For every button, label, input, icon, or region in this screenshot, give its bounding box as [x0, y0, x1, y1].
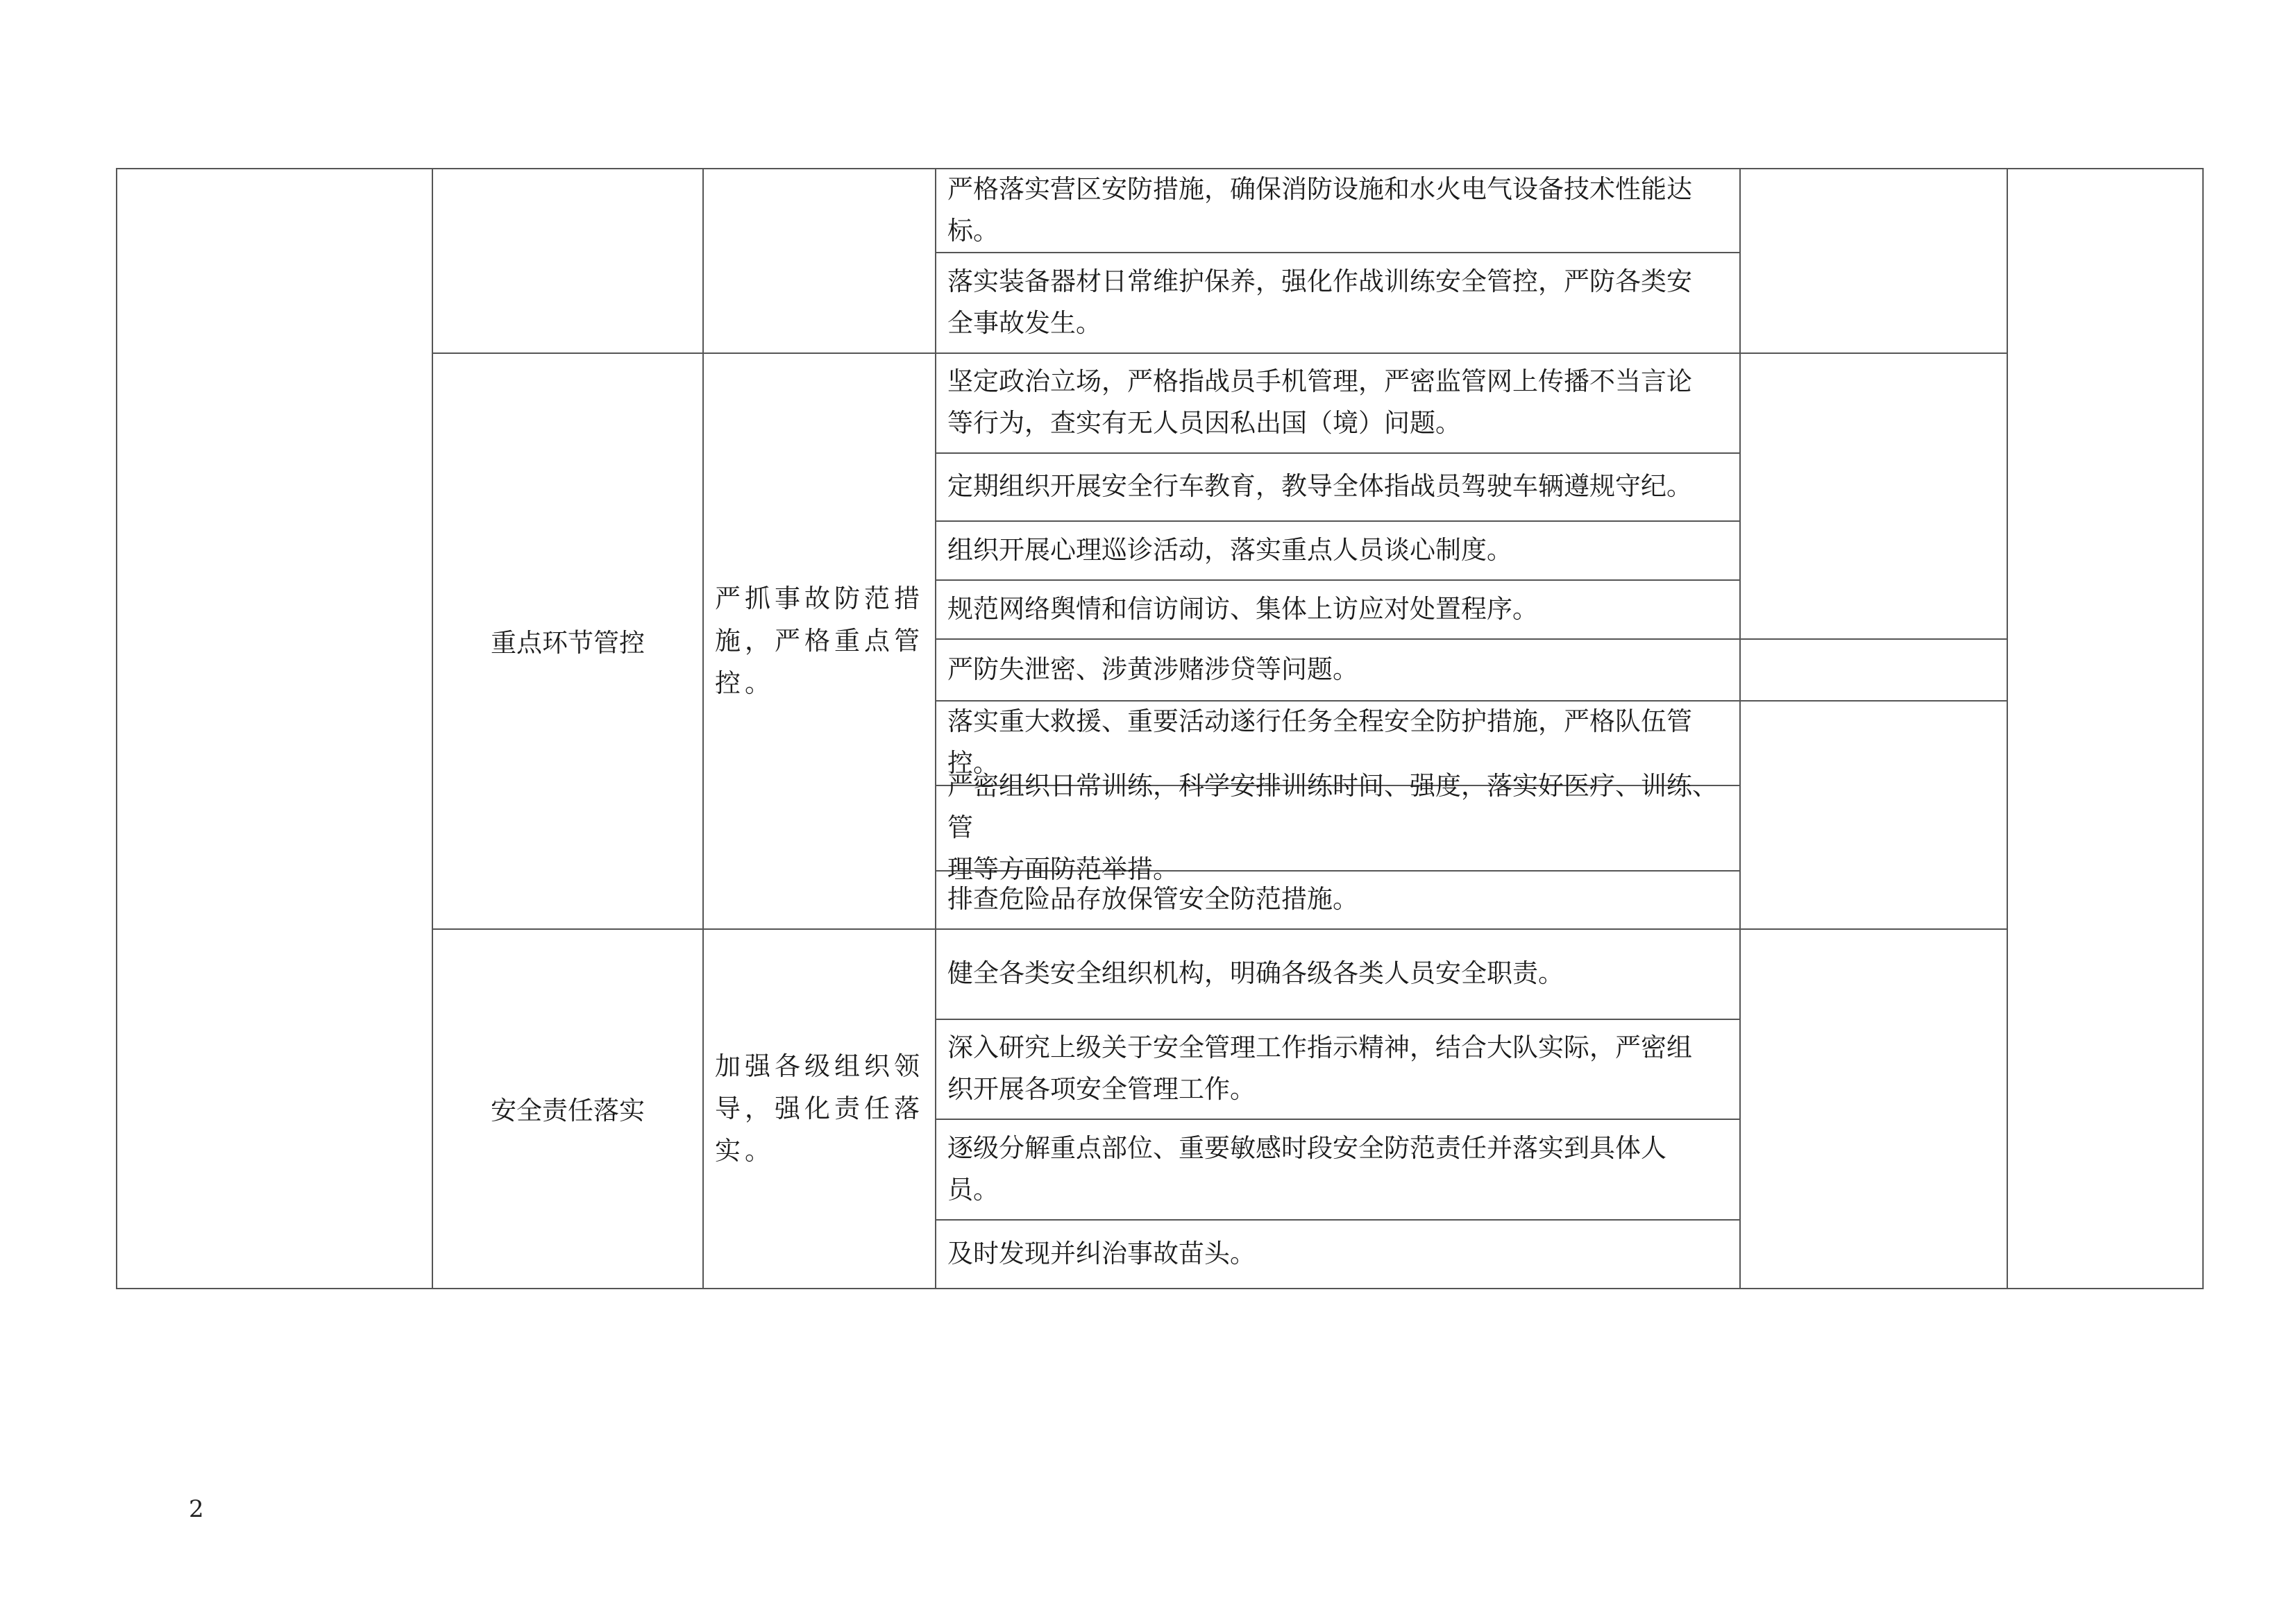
- goal-cell: [704, 928, 935, 1288]
- column-divider: [1739, 168, 1741, 1289]
- table-bottom-border: [116, 1288, 2204, 1289]
- category-label: 安全责任落实: [491, 1096, 645, 1125]
- requirement-text: 全事故发生。: [947, 307, 1101, 338]
- requirement-text: 标。: [947, 215, 999, 246]
- requirement-cell: [936, 638, 1739, 700]
- column-divider: [2007, 168, 2008, 1289]
- requirement-text: 深入研究上级关于安全管理工作指示精神，结合大队实际，严密组: [947, 1033, 1692, 1062]
- requirement-text: 织开展各项安全管理工作。: [947, 1074, 1256, 1104]
- requirement-cell: [936, 352, 1739, 452]
- column-divider: [2202, 168, 2204, 1289]
- requirement-text: 坚定政治立场，严格指战员手机管理，严密监管网上传播不当言论: [947, 366, 1692, 396]
- goal-text: 加强各级组织领 导，强化责任落 实。: [715, 1051, 924, 1166]
- page-number: 2: [189, 1495, 204, 1523]
- requirement-text: 及时发现并纠治事故苗头。: [947, 1238, 1256, 1268]
- requirement-text: 落实重大救援、重要活动遂行任务全程安全防护措施，严格队伍管: [947, 706, 1692, 736]
- requirement-text: 理等方面防范举措。: [947, 853, 1179, 884]
- goal-text: 严抓事故防范措 施，严格重点管 控。: [715, 583, 924, 698]
- category-cell: [433, 928, 702, 1288]
- requirement-cell: [936, 252, 1739, 352]
- requirement-cell: [936, 1119, 1739, 1219]
- category-cell: [433, 352, 702, 928]
- category-label: 重点环节管控: [491, 628, 645, 658]
- goal-cell: [704, 352, 935, 928]
- requirement-text: 严密组织日常训练，科学安排训练时间、强度，落实好医疗、训练、管: [947, 770, 1718, 842]
- requirement-text: 员。: [947, 1174, 999, 1205]
- requirement-text: 控。: [947, 748, 999, 778]
- requirement-text: 逐级分解重点部位、重要敏感时段安全防范责任并落实到具体人: [947, 1132, 1666, 1163]
- requirement-cell: [936, 870, 1739, 928]
- requirement-text: 等行为，查实有无人员因私出国（境）问题。: [947, 408, 1461, 438]
- responsibility-table: [116, 168, 2204, 1289]
- requirement-cell: [936, 520, 1739, 579]
- requirement-cell: [936, 168, 1739, 252]
- requirement-cell: [936, 452, 1739, 520]
- requirement-text: 定期组织开展安全行车教育，教导全体指战员驾驶车辆遵规守纪。: [947, 471, 1692, 501]
- requirement-text: 规范网络舆情和信访闹访、集体上访应对处置程序。: [947, 593, 1538, 624]
- column-divider: [116, 168, 117, 1289]
- requirement-cell: [936, 1219, 1739, 1288]
- requirement-text: 严格落实营区安防措施，确保消防设施和水火电气设备技术性能达: [947, 173, 1692, 204]
- requirement-text: 落实装备器材日常维护保养，强化作战训练安全管控，严防各类安: [947, 266, 1692, 296]
- requirement-cell: [936, 770, 1739, 884]
- requirement-cell: [936, 1019, 1739, 1119]
- requirement-text: 健全各类安全组织机构，明确各级各类人员安全职责。: [947, 958, 1564, 988]
- requirement-cell: [936, 928, 1739, 1019]
- requirement-cell: [936, 579, 1739, 638]
- requirement-text: 组织开展心理巡诊活动，落实重点人员谈心制度。: [947, 534, 1512, 565]
- requirement-text: 排查危险品存放保管安全防范措施。: [947, 884, 1358, 914]
- requirement-text: 严防失泄密、涉黄涉赌涉贷等问题。: [947, 654, 1358, 684]
